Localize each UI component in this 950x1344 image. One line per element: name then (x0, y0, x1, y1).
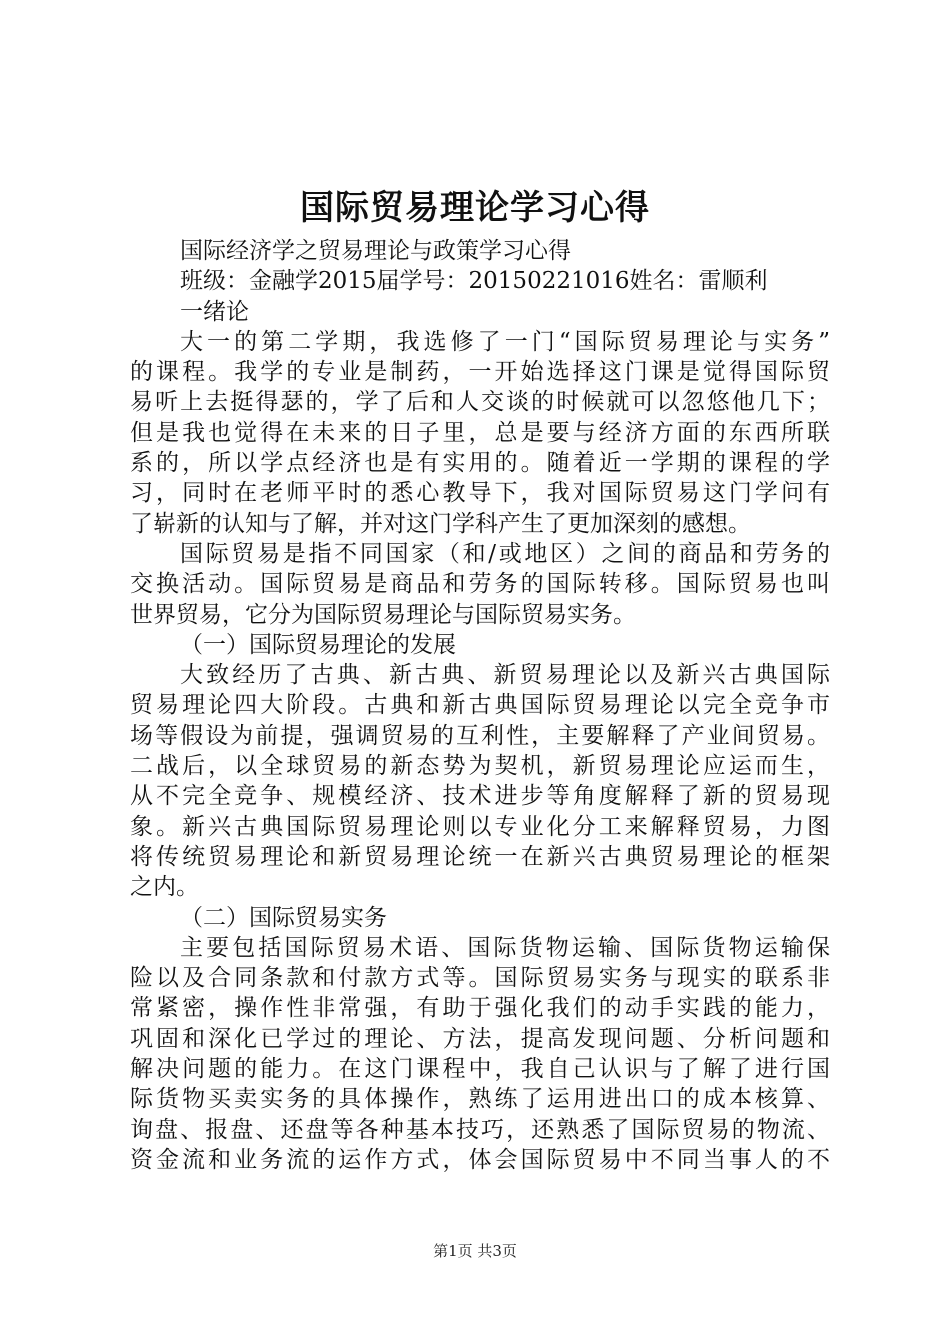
paragraph-line: 常紧密，操作性非常强，有助于强化我们的动手实践的能力， (130, 995, 830, 1022)
paragraph-line: 象。新兴古典国际贸易理论则以专业化分工来解释贸易，力图 (130, 813, 830, 840)
paragraph-line: 世界贸易，它分为国际贸易理论与国际贸易实务。 (130, 601, 636, 628)
paragraph-line: 巩固和深化已学过的理论、方法，提高发现问题、分析问题和 (130, 1025, 830, 1052)
paragraph-line: 解决问题的能力。在这门课程中，我自己认识与了解了进行国 (130, 1056, 830, 1083)
paragraph-line: 之内。 (130, 874, 199, 901)
page-footer: 第1页 共3页 (433, 1242, 517, 1260)
paragraph-line: 易听上去挺得瑟的，学了后和人交谈的时候就可以忽悠他几下； (130, 389, 830, 416)
paragraph-line: 际货物买卖实务的具体操作，熟练了运用进出口的成本核算、 (130, 1086, 830, 1113)
paragraph-line: （一）国际贸易理论的发展 (180, 631, 456, 658)
paragraph-line: 贸易理论四大阶段。古典和新古典国际贸易理论以完全竞争市 (130, 692, 830, 719)
paragraph-line: 国际贸易是指不同国家（和/或地区）之间的商品和劳务的 (180, 540, 830, 567)
paragraph-line: 大致经历了古典、新古典、新贸易理论以及新兴古典国际 (180, 662, 830, 689)
paragraph-line: （二）国际贸易实务 (180, 904, 387, 931)
paragraph-line: 了崭新的认知与了解，并对这门学科产生了更加深刻的感想。 (130, 510, 751, 537)
document-title: 国际贸易理论学习心得 (300, 188, 650, 228)
paragraph-line: 大一的第二学期，我选修了一门“国际贸易理论与实务” (180, 328, 830, 355)
paragraph-line: 交换活动。国际贸易是商品和劳务的国际转移。国际贸易也叫 (130, 571, 830, 598)
paragraph-line: 一绪论 (180, 298, 249, 325)
paragraph-line: 的课程。我学的专业是制药，一开始选择这门课是觉得国际贸 (130, 359, 830, 386)
paragraph-line: 但是我也觉得在未来的日子里，总是要与经济方面的东西所联 (130, 419, 830, 446)
document-body (130, 236, 830, 1175)
paragraph-line: 系的，所以学点经济也是有实用的。随着近一学期的课程的学 (130, 450, 830, 477)
paragraph-line: 将传统贸易理论和新贸易理论统一在新兴古典贸易理论的框架 (130, 843, 830, 870)
paragraph-line: 主要包括国际贸易术语、国际货物运输、国际货物运输保 (180, 934, 830, 961)
paragraph-line: 场等假设为前提，强调贸易的互利性，主要解释了产业间贸易。 (130, 722, 830, 749)
paragraph-line: 习，同时在老师平时的悉心教导下，我对国际贸易这门学问有 (130, 480, 830, 507)
paragraph-line: 二战后，以全球贸易的新态势为契机，新贸易理论应运而生， (130, 753, 830, 780)
paragraph-line: 国际经济学之贸易理论与政策学习心得 (180, 238, 571, 264)
paragraph-line: 险以及合同条款和付款方式等。国际贸易实务与现实的联系非 (130, 965, 830, 992)
paragraph-line: 班级：金融学2015届学号：20150221016姓名：雷顺利 (180, 268, 768, 295)
paragraph-line: 从不完全竞争、规模经济、技术进步等角度解释了新的贸易现 (130, 783, 830, 810)
paragraph-line: 资金流和业务流的运作方式，体会国际贸易中不同当事人的不 (130, 1146, 830, 1173)
paragraph-line: 询盘、报盘、还盘等各种基本技巧，还熟悉了国际贸易的物流、 (130, 1116, 830, 1143)
